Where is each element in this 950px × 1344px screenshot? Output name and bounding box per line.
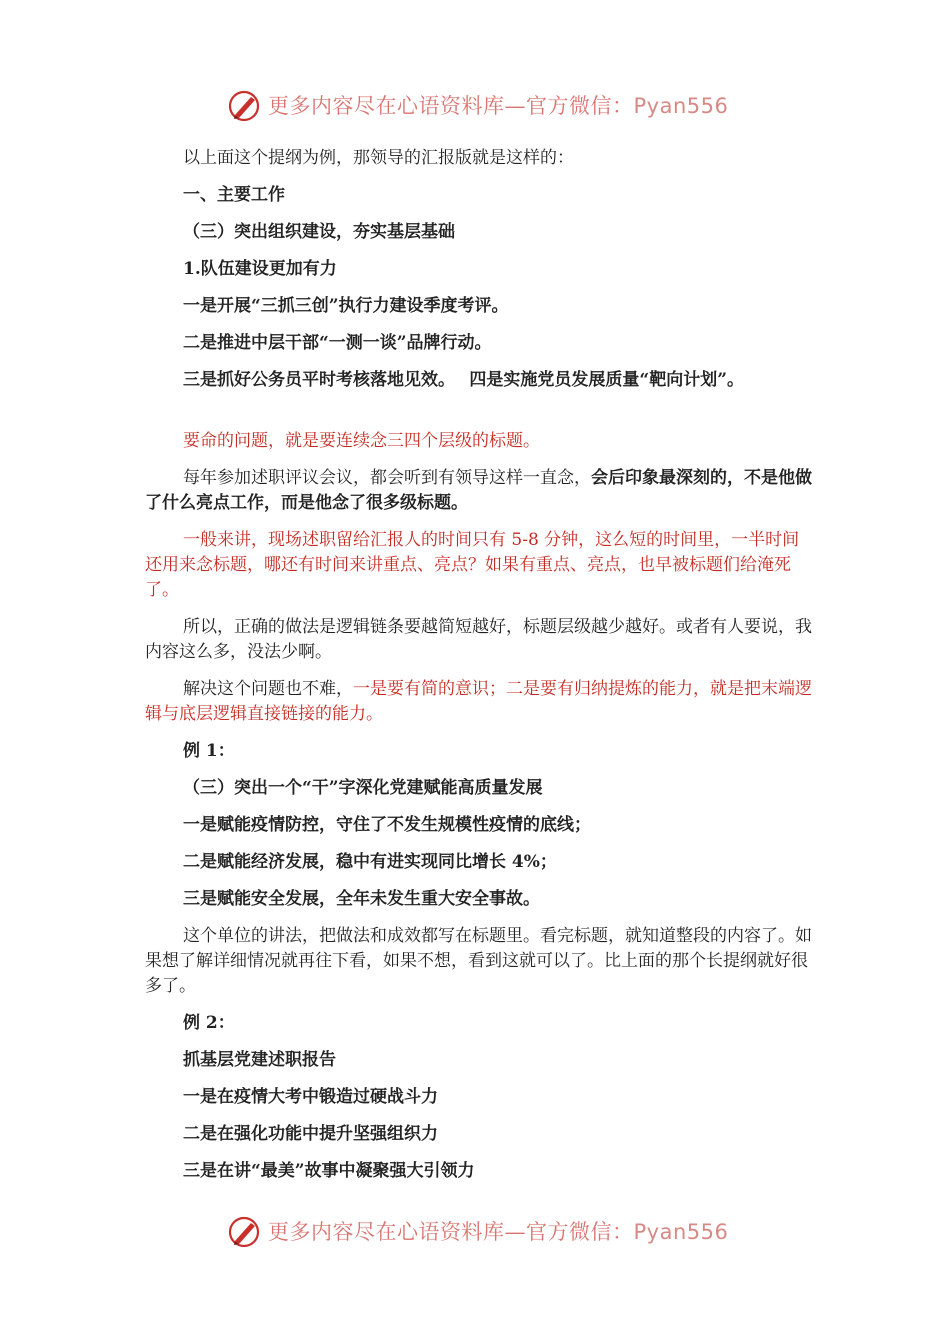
banner-text (268, 92, 728, 120)
paragraph-solution-normal: 解决这个问题也不难， (183, 679, 353, 699)
paragraph-correct-approach: 所以，正确的做法是逻辑链条要越简短越好，标题层级越少越好。或者有人要说，我内容这么多，没法少啊。 (145, 617, 812, 662)
paragraph-time-limit: 一般来讲，现场述职留给汇报人的时间只有 5-8 分钟，这么短的时间里，一半时间还用来念标题，哪还有时间来讲重点、亮点？如果有重点、亮点，也早被标题们给淹死了。 (145, 530, 800, 600)
banner-dash: — (504, 94, 526, 118)
paragraph-solution-red: 一是要有简的意识；二是要有归纳提炼的能力，就是把末端逻辑与底层逻辑直接链接的能力。 (145, 679, 812, 724)
pen-circle-logo-icon (226, 88, 262, 124)
paragraph-annual-review (145, 466, 813, 516)
heading-level-2: （三）突出组织建设，夯实基层基础 (183, 222, 455, 242)
example-2-item-1: 一是在疫情大考中锻造过硬战斗力 (183, 1087, 438, 1107)
paragraph-annual-review-normal: 每年参加述职评议会议，都会听到有领导这样一直念， (183, 468, 591, 488)
banner-text (268, 1218, 728, 1246)
example-1-label: 例 1： (183, 741, 235, 761)
example-2-heading: 抓基层党建述职报告 (183, 1050, 336, 1070)
paragraph-solution (145, 677, 813, 727)
banner-dash: — (504, 1220, 526, 1244)
banner-site-name: 更多内容尽在心语资料库 (268, 94, 505, 118)
paragraph-problem: 要命的问题，就是要连续念三四个层级的标题。 (183, 431, 540, 451)
pen-circle-logo-icon (226, 1214, 262, 1250)
banner-wechat-label: 官方微信： (526, 1220, 634, 1244)
banner-site-name: 更多内容尽在心语资料库 (268, 1220, 505, 1244)
heading-level-3: 1.队伍建设更加有力 (183, 259, 337, 279)
list-item-1: 一是开展“三抓三创”执行力建设季度考评。 (183, 296, 509, 316)
banner-wechat-id: Pyan556 (633, 94, 729, 118)
example-2-item-3: 三是在讲“最美”故事中凝聚强大引领力 (183, 1161, 475, 1181)
example-2-item-2: 二是在强化功能中提升坚强组织力 (183, 1124, 438, 1144)
example-1-item-3: 三是赋能安全发展，全年未发生重大安全事故。 (183, 889, 540, 909)
example-1-item-1: 一是赋能疫情防控，守住了不发生规模性疫情的底线； (183, 815, 591, 835)
footer-banner (0, 1210, 950, 1254)
paragraph-intro: 以上面这个提纲为例，那领导的汇报版就是这样的： (183, 148, 574, 168)
header-banner (0, 84, 950, 128)
example-2-label: 例 2： (183, 1013, 235, 1033)
banner-wechat-label: 官方微信： (526, 94, 634, 118)
example-1-item-2: 二是赋能经济发展，稳中有进实现同比增长 4%； (183, 852, 557, 872)
example-1-heading: （三）突出一个“干”字深化党建赋能高质量发展 (183, 778, 543, 798)
list-item-2: 二是推进中层干部“一测一谈”品牌行动。 (183, 333, 492, 353)
paragraph-annual-review-bold: 会后印象最深刻的，不是他做了什么亮点工作，而是他念了很多级标题。 (145, 468, 812, 513)
banner-wechat-id: Pyan556 (633, 1220, 729, 1244)
list-item-3-4: 三是抓好公务员平时考核落地见效。 四是实施党员发展质量“靶向计划”。 (183, 370, 744, 390)
paragraph-example-1-comment: 这个单位的讲法，把做法和成效都写在标题里。看完标题，就知道整段的内容了。如果想了解详细情况就再往下看，如果不想，看到这就可以了。比上面的那个长提纲就好很多了。 (145, 926, 812, 996)
heading-level-1: 一、主要工作 (183, 185, 285, 205)
